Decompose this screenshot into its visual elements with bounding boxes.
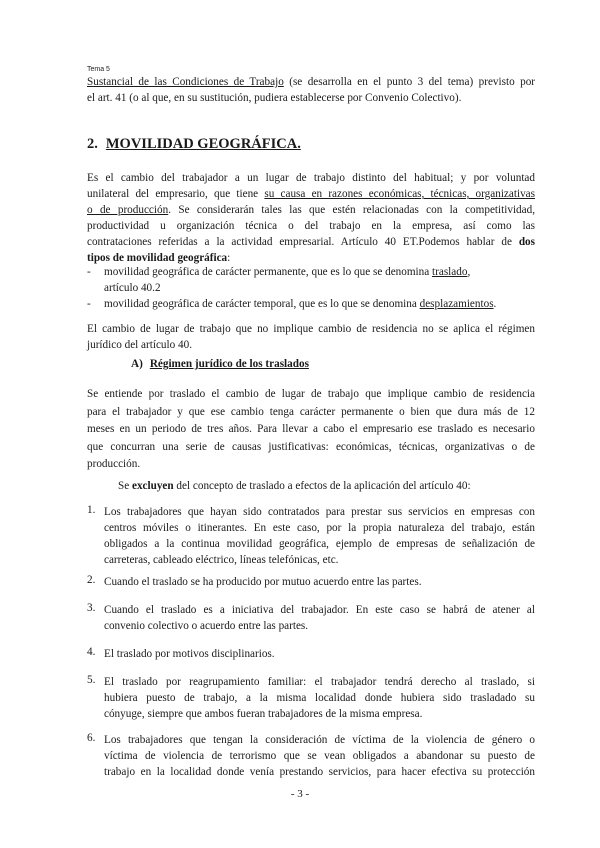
residence-paragraph: El cambio de lugar de trabajo que no implique cambio de residencia no se aplica el régimen jurídico del artículo 40. xyxy=(87,323,535,351)
list-item-number: 3. xyxy=(87,602,96,614)
definition-paragraph: Es el cambio del trabajador a un lugar de trabajo distinto del habitual; y por voluntad unilateral del empresario, que tiene su causa en razones económicas, técnicas, organizativas o de producción. Se considerarán tales las que estén relacionadas con la competitividad, productividad u organización técnica o del trabajo en la empresa, así como las contrataciones referidas a la actividad empresarial. Artículo 40 ET.Podemos hablar de dos tipos de movilidad geográfica: xyxy=(87,172,535,264)
exclusions-intro: Se excluyen del concepto de traslado a efectos de la aplicación del artículo 40: xyxy=(118,480,471,492)
subsection-heading xyxy=(131,358,309,370)
list-item-number: 4. xyxy=(87,646,96,658)
dash-marker-1: - xyxy=(87,266,91,278)
section-title: MOVILIDAD GEOGRÁFICA. xyxy=(105,136,301,152)
intro-paragraph xyxy=(87,74,535,106)
running-header: Tema 5 xyxy=(87,66,110,73)
list-item: Cuando el traslado es a iniciativa del trabajador. En este caso se habrá de atener al convenio colectivo o acuerdo entre las partes. xyxy=(104,604,535,632)
list-item-number: 6. xyxy=(87,732,96,744)
list-item-number: 2. xyxy=(87,574,96,586)
list-item-number: 5. xyxy=(87,674,96,686)
subsection-label: A) xyxy=(131,358,143,370)
page-number: - 3 - xyxy=(290,788,310,800)
list-item: El traslado por reagrupamiento familiar: el trabajador tendrá derecho al traslado, si hubiera puesto de trabajo, a la misma localidad donde hubiera sido trasladado su cónyuge, siempre que ambos fueran trabajadores de la misma empresa. xyxy=(104,676,535,720)
dash-marker-2: - xyxy=(87,298,91,310)
intro-underlined-text: Sustancial de las Condiciones de Trabajo xyxy=(87,76,284,88)
list-item: Los trabajadores que tengan la consideración de víctima de la violencia de género o víctima de violencia de terrorismo que se vean obligados a abandonar su puesto de trabajo en la localidad donde venía prestando servicios, para hacer efectiva su protección xyxy=(104,734,535,778)
subsection-title: Régimen jurídico de los traslados xyxy=(149,358,309,370)
list-item: Cuando el traslado se ha producido por mutuo acuerdo entre las partes. xyxy=(104,576,422,588)
intro-line-2: el art. 41 (o al que, en su sustitución, pudiera establecerse por Convenio Colectivo). xyxy=(87,92,462,104)
dash-item-1: movilidad geográfica de carácter permanente, que es lo que se denomina traslado, artículo 40.2 xyxy=(104,266,471,294)
section-heading xyxy=(87,136,301,153)
list-item: El traslado por motivos disciplinarios. xyxy=(104,648,275,660)
list-item-number: 1. xyxy=(87,504,96,516)
traslado-definition-paragraph: Se entiende por traslado el cambio de lugar de trabajo que implique cambio de residencia para el trabajador y que ese cambio tenga carácter permanente o bien que dura más de 12 meses en un periodo de tres años. Para llevar a cabo el empresario ese traslado es necesario que concurran una serie de causas justificativas: económicas, técnicas, organizativas o de producción. xyxy=(87,388,535,470)
section-number: 2. xyxy=(87,136,98,152)
list-item: Los trabajadores que hayan sido contratados para prestar sus servicios en empresas con centros móviles o itinerantes. En este caso, por la propia naturaleza del trabajo, están obligados a la continua movilidad geográfica, ejemplo de empresas de señalización de carreteras, cableado eléctrico, líneas telefónicas, etc. xyxy=(104,506,535,566)
intro-line-1: Sustancial de las Condiciones de Trabajo (se desarrolla en el punto 3 del tema) previsto por xyxy=(87,76,536,88)
dash-item-2: movilidad geográfica de carácter temporal, que es lo que se denomina desplazamientos. xyxy=(104,298,497,310)
